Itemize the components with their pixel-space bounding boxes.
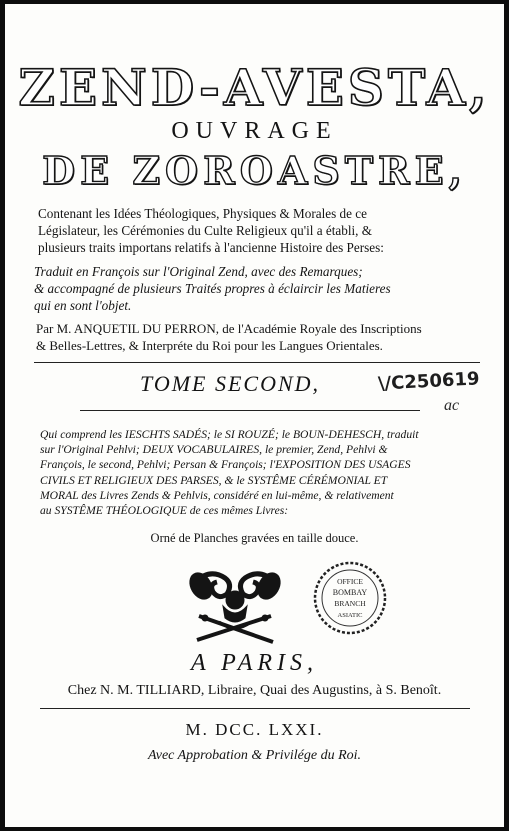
printers-ornament <box>175 560 295 650</box>
author-line: Par M. ANQUETIL DU PERRON, de l'Académie Royale des Inscriptions <box>36 321 422 336</box>
volume-contents-line: MORAL des Livres Zends & Pehlvis, considéré en lui-même, & relativement <box>40 488 394 502</box>
imprint-date: M. DCC. LXXI. <box>185 720 324 739</box>
translation-line: Traduit en François sur l'Original Zend, avec des Remarques; <box>34 264 363 279</box>
volume-label: TOME SECOND, <box>140 371 321 396</box>
book-author-title: DE ZOROASTRE, <box>42 148 467 193</box>
volume-contents-line: François, le second, Pehlvi; Persan & François; l'EXPOSITION DES USAGES <box>40 458 411 472</box>
seal-line: BOMBAY <box>332 588 368 597</box>
seal-line: ASIATIC <box>337 612 363 619</box>
contents-line: plusieurs traits importans relatifs à l'ancienne Histoire des Perses: <box>38 240 384 255</box>
volume-contents-line: sur l'Original Pehlvi; DEUX VOCABULAIRES, le premier, Zend, Pehlvi & <box>40 443 388 457</box>
library-stamp-note: ac <box>444 397 460 414</box>
divider-rule <box>34 362 480 363</box>
contents-paragraph <box>38 205 478 256</box>
library-seal-stamp <box>312 560 388 636</box>
volume-contents-line: CIVILS ET RELIGIEUX DES PARSES, & le SYSTÊME CÉRÉMONIAL ET <box>40 473 388 487</box>
book-title: ZEND-AVESTA, <box>18 58 491 117</box>
privilege-line: Avec Approbation & Privilége du Roi. <box>147 748 362 763</box>
author-paragraph <box>36 320 480 354</box>
imprint-city: A PARIS, <box>190 650 319 676</box>
seal-line: BRANCH <box>334 599 366 608</box>
seal-line: OFFICE <box>337 577 363 586</box>
volume-contents-line: Qui comprend les IESCHTS SADÉS; le SI ROUZÉ; le BOUN-DEHESCH, traduit <box>40 428 419 441</box>
imprint-publisher: Chez N. M. TILLIARD, Libraire, Quai des Augustins, à S. Benoît. <box>67 683 442 698</box>
volume-contents-paragraph <box>40 427 476 518</box>
book-subtitle: OUVRAGE <box>171 118 338 144</box>
translation-paragraph <box>34 263 478 314</box>
contents-line: Contenant les Idées Théologiques, Physiques & Morales de ce <box>38 206 368 221</box>
divider-rule <box>40 708 470 709</box>
contents-line: Législateur, les Cérémonies du Culte Religieux qu'il a établi, & <box>38 223 373 238</box>
translation-line: & accompagné de plusieurs Traités propres à éclaircir les Matieres <box>34 281 391 296</box>
translation-line: qui en sont l'objet. <box>34 298 132 313</box>
plates-note: Orné de Planches gravées en taille douce. <box>150 531 359 545</box>
volume-contents-line: au SYSTÊME THÉOLOGIQUE de ces mêmes Livres: <box>40 504 289 518</box>
library-stamp-number: \/C250619 <box>377 368 480 395</box>
author-line: & Belles-Lettres, & Interpréte du Roi pour les Langues Orientales. <box>36 338 383 353</box>
divider-rule <box>80 410 420 411</box>
